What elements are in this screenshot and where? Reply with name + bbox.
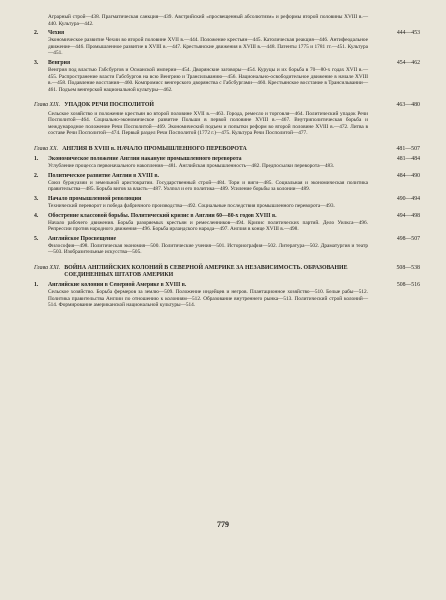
- section-title: Венгрия: [48, 59, 71, 66]
- chapter-text: Сельское хозяйство и положение крестьян во второй половине XVII в.—463. Города, ремесло и торговля—464. Политический упадок Речи Посполитой—464. Социально-экономическое развитие Польши в первой половине XVIII в.—467. Внутриполитическая борьба и международное положение Речи Посполитой—469. Экономический подъем и попытки реформ во второй половине XVIII в.—472. Литва в составе Речи Посполитой—474. Первый раздел Речи Посполитой (1772 г.)—475. Культура Речи Посполитой—477.: [48, 110, 368, 137]
- section-text: Союз буржуазии и земельной аристократии. Государственный строй—484. Тори и виги—485. Социальная и экономическая политика правительства—485. Борьба вигов за власть—487. Уолпол и его политика—489. Усиление борьбы за колонии—489.: [48, 179, 368, 193]
- chapter-title: ВОЙНА АНГЛИЙСКИХ КОЛОНИЙ В СЕВЕРНОЙ АМЕРИКЕ ЗА НЕЗАВИСИМОСТЬ. ОБРАЗОВАНИЕ СОЕДИНЕННЫХ ШТАТОВ АМЕРИКИ: [64, 264, 348, 279]
- section-pages: 484—490: [396, 172, 420, 179]
- section-text: Начало рабочего движения. Борьба разоряемых крестьян и ремесленников—494. Кризис политических партий. Дело Уилкса—496. Репрессии против народного движения—496. Борьба ирландского народа—497. Англия в конце XVIII в.—498.: [48, 219, 368, 233]
- section-heading: [34, 213, 420, 220]
- chapter-heading: [34, 102, 420, 109]
- section-text: Венгрия под властью Габсбургов и Османской империи—454. Дворянские заговоры—454. Куруцы и их борьба в 70—80-х годах XVII в.—455. Распространение власти Габсбургов на всю Венгрию и Трансильванию—456. Национально-освободительное движение в начале XVIII в.—458. Подавление восстания—460. Компромисс венгерского дворянства с Габсбургами—460. Крестьянское восстание в Трансильвании—461. Подъем венгерской национальной культуры—462.: [48, 66, 368, 93]
- section-2: [34, 173, 420, 193]
- chapter-20: [34, 146, 420, 256]
- chapter-title: АНГЛИЯ В XVIII в. НАЧАЛО ПРОМЫШЛЕННОГО ПЕРЕВОРОТА: [62, 145, 247, 152]
- section-pages: 444—453: [396, 30, 420, 37]
- chapter-label: Глава XXI.: [34, 264, 61, 271]
- section-pages: 490—494: [396, 195, 420, 202]
- chapter-pages: 508—538: [396, 264, 420, 271]
- section-title: Экономическое положение Англии накануне промышленного переворота: [48, 156, 242, 163]
- chapter-21: [34, 265, 420, 309]
- section-number: 3.: [34, 59, 39, 66]
- section-title: Начало промышленной революции: [48, 195, 142, 202]
- section-title: Чехия: [48, 30, 65, 37]
- chapter-pages: 463—480: [396, 102, 420, 109]
- chapter-label: Глава XX.: [34, 145, 59, 152]
- chapter-label: Глава XIX.: [34, 102, 61, 109]
- page-number: 779: [217, 520, 229, 529]
- chapter-title: УПАДОК РЕЧИ ПОСПОЛИТОЙ: [64, 102, 154, 109]
- chapter-19: [34, 102, 420, 137]
- section-hungary: [34, 60, 420, 93]
- section-title: Английские колонии в Северной Америке в XVIII в.: [48, 282, 187, 289]
- section-number: 1.: [34, 282, 39, 289]
- section-3: [34, 196, 420, 210]
- section-number: 4.: [34, 212, 39, 219]
- section-text: Технический переворот и победа фабричного производства—492. Социальные последствия промышленного переворота—493.: [48, 202, 335, 209]
- section-pages: 508—516: [396, 282, 420, 289]
- section-text: Сельское хозяйство. Борьба фермеров за землю—509. Положение индейцев и негров. Плантационное хозяйство—510. Белые рабы—512. Политика правительства Англии по отношению к колониям—512. Образование внутреннего рынка—513. Политический строй колоний—514. Формирование американской национальной культуры—514.: [48, 289, 368, 309]
- section-title: Английское Просвещение: [48, 235, 117, 242]
- section-pages: 454—462: [396, 59, 420, 66]
- top-fragment-text: Аграрный строй—438. Прагматическая санкция—439. Австрийский «просвещенный абсолютизм» и реформы второй половины XVIII в.—440. Культура—442.: [48, 14, 368, 27]
- section-title: Обострение классовой борьбы. Политический кризис в Англии 60—80-х годов XVIII в.: [48, 212, 277, 219]
- section-pages: 481—484: [396, 156, 420, 163]
- section-heading: [34, 196, 420, 203]
- section-number: 2.: [34, 172, 39, 179]
- chapter-pages: 481—507: [396, 145, 420, 152]
- section-number: 3.: [34, 195, 39, 202]
- chapter-heading: [34, 265, 420, 279]
- section-czechia: [34, 30, 420, 57]
- section-number: 5.: [34, 235, 39, 242]
- section-pages: 494—498: [396, 212, 420, 219]
- chapter-heading: [34, 146, 420, 153]
- section-text: Философия—498. Политическая экономия—500. Политические учения—501. Историография—502. Литература—502. Драматургия и театр—503. Изобразительные искусства—505.: [48, 242, 368, 256]
- section-heading: [34, 173, 420, 180]
- section-text: Углубление процесса первоначального накопления—481. Английская промышленность—482. Предпосылки переворота—483.: [48, 163, 335, 170]
- section-5: [34, 236, 420, 256]
- section-4: [34, 213, 420, 233]
- section-number: 1.: [34, 156, 39, 163]
- section-number: 2.: [34, 30, 39, 37]
- section-title: Политическое развитие Англии в XVIII в.: [48, 172, 159, 179]
- section-1: [34, 156, 420, 170]
- section-1: [34, 282, 420, 309]
- section-heading: [34, 60, 420, 67]
- section-text: Экономическое развитие Чехии во второй половине XVII в.—444. Положение крестьян—445. Католическая реакция—446. Антифеодальное движение—446. Промышленное развитие в XVIII в.—447. Крестьянские движения в XVIII в.—448. Патенты 1775 и 1781 гг.—451. Культура—451.: [48, 37, 368, 57]
- section-pages: 498—507: [396, 235, 420, 242]
- section-heading: [34, 236, 420, 243]
